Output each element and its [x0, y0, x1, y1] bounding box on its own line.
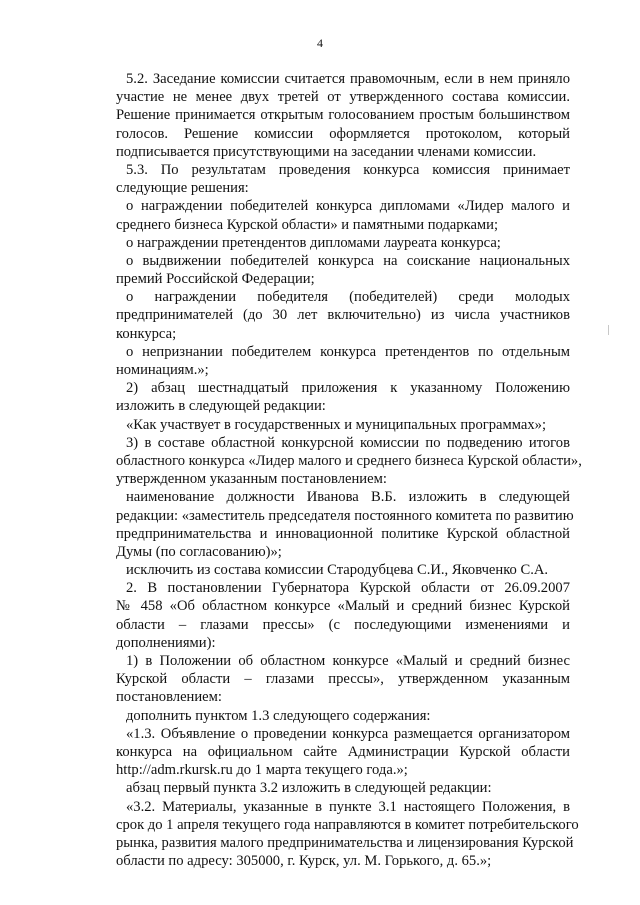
text-line: Курской области – глазами прессы», утвержденном указанным: [116, 671, 570, 688]
text-line: «1.3. Объявление о проведении конкурса размещается организатором: [126, 725, 570, 742]
text-line: конкурса;: [116, 325, 177, 342]
text-line: 2) абзац шестнадцатый приложения к указанному Положению: [126, 380, 570, 397]
text-line: области – глазами прессы» (с последующими изменениями и: [116, 616, 570, 633]
text-line: абзац первый пункта 3.2 изложить в следующей редакции:: [126, 780, 492, 797]
text-line: 5.2. Заседание комиссии считается правомочным, если в нем приняло: [126, 71, 570, 87]
text-line: срок до 1 апреля текущего года направляются в комитет потребительского: [116, 816, 579, 833]
text-line: 1) в Положении об областном конкурсе «Малый и средний бизнес: [126, 653, 570, 669]
text-line: «3.2. Материалы, указанные в пункте 3.1 настоящего Положения, в: [126, 798, 570, 815]
text-line: № 458 «Об областном конкурсе «Малый и средний бизнес Курской: [116, 598, 570, 615]
text-line: изложить в следующей редакции:: [116, 398, 326, 415]
text-line: о выдвижении победителей конкурса на соискание национальных: [126, 252, 570, 269]
text-line: 2. В постановлении Губернатора Курской области от 26.09.2007: [126, 580, 570, 597]
text-line: конкурса на официальном сайте Администрации Курской области: [116, 743, 570, 760]
text-line: дополнениями):: [116, 634, 216, 651]
scan-mark: [608, 325, 609, 335]
page-number: 4: [317, 36, 323, 50]
text-line: редакции: «заместитель председателя постоянного комитета по развитию: [116, 507, 574, 524]
text-line: о непризнании победителем конкурса претендентов по отдельным: [126, 343, 570, 360]
text-line: области по адресу: 305000, г. Курск, ул. М. Горького, д. 65.»;: [116, 853, 492, 870]
text-line: голосов. Решение комиссии оформляется протоколом, который: [116, 125, 570, 142]
text-line: «Как участвует в государственных и муниципальных программах»;: [126, 416, 547, 433]
text-line: подписывается присутствующими на заседании членами комиссии.: [116, 143, 537, 160]
text-line: 3) в составе областной конкурсной комиссии по подведению итогов: [126, 434, 570, 451]
text-line: 5.3. По результатам проведения конкурса комиссия принимает: [126, 161, 570, 178]
text-line: номинациям.»;: [116, 362, 209, 378]
text-line: областного конкурса «Лидер малого и среднего бизнеса Курской области»,: [116, 452, 582, 469]
text-line: дополнить пунктом 1.3 следующего содержания:: [126, 707, 431, 724]
text-line: о награждении победителя (победителей) среди молодых: [126, 289, 570, 306]
text-line: Думы (по согласованию)»;: [116, 543, 282, 560]
text-line: о награждении победителей конкурса дипломами «Лидер малого и: [126, 198, 570, 215]
text-line: рынка, развития малого предпринимательства и лицензирования Курской: [116, 834, 574, 851]
text-line: утвержденном указанным постановлением:: [116, 471, 387, 488]
text-line: Решение принимается открытым голосованием простым большинством: [116, 107, 570, 124]
text-line: наименование должности Иванова В.Б. изложить в следующей: [126, 489, 570, 506]
text-line: среднего бизнеса Курской области» и памятными подарками;: [116, 216, 499, 233]
text-line: http://adm.rkursk.ru до 1 марта текущего года.»;: [116, 762, 408, 779]
text-line: участие не менее двух третей от утвержденного состава комиссии.: [116, 89, 570, 106]
text-line: следующие решения:: [116, 180, 249, 197]
text-line: исключить из состава комиссии Стародубцева С.И., Яковченко С.А.: [126, 562, 549, 579]
text-line: о награждении претендентов дипломами лауреата конкурса;: [126, 234, 501, 251]
text-line: постановлением:: [116, 689, 222, 706]
text-line: предпринимателей (до 30 лет включительно) из числа участников: [116, 307, 570, 324]
document-body: [116, 70, 582, 870]
text-line: предпринимательства и инновационной политике Курской областной: [116, 525, 570, 542]
text-line: премий Российской Федерации;: [116, 271, 315, 288]
